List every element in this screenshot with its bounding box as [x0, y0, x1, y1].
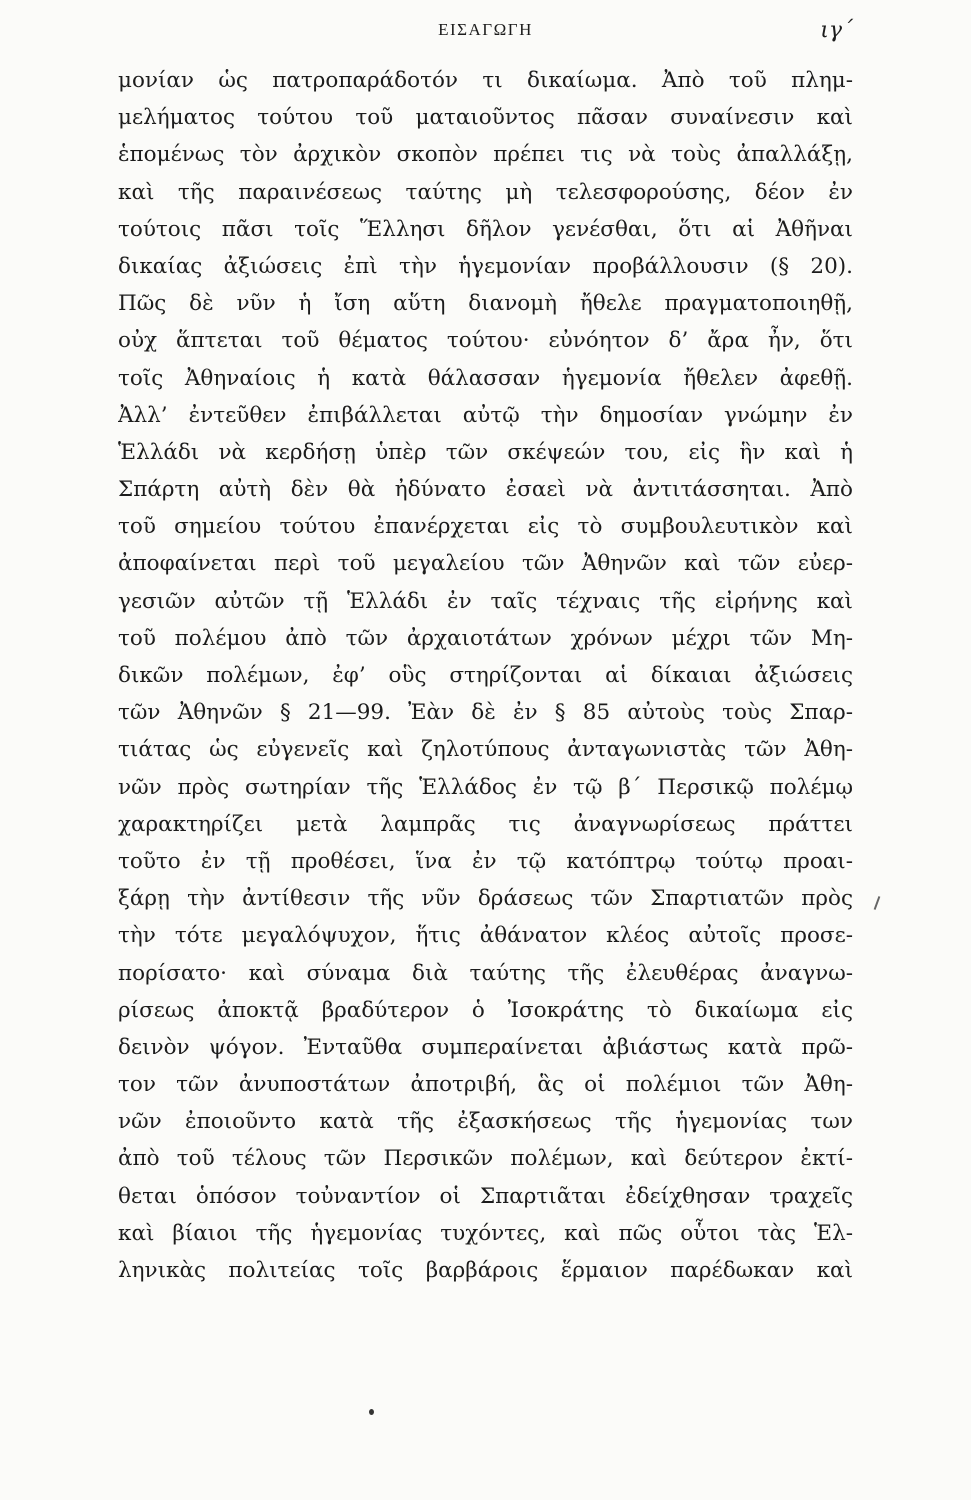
text-line: ρίσεως ἀποκτᾷ βραδύτερον ὁ Ἰσοκράτης τὸ δικαίωμα εἰς: [118, 997, 853, 1023]
text-line: Ἀλλ’ ἐντεῦθεν ἐπιβάλλεται αὐτῷ τὴν δημοσίαν γνώμην ἐν: [118, 402, 853, 428]
text-line: δικαίας ἀξιώσεις ἐπὶ τὴν ἡγεμονίαν προβάλλουσιν (§ 20).: [118, 253, 853, 279]
text-line: θεται ὁπόσον τοὐναντίον οἱ Σπαρτιᾶται ἐδείχθησαν τραχεῖς: [118, 1183, 853, 1209]
text-line: γεσιῶν αὐτῶν τῇ Ἑλλάδι ἐν ταῖς τέχναις τῆς εἰρήνης καὶ: [118, 588, 853, 614]
text-line: ἑπομένως τὸν ἀρχικὸν σκοπὸν πρέπει τις νὰ τοὺς ἀπαλλάξῃ,: [118, 142, 853, 168]
text-line: τοῖς Ἀθηναίοις ἡ κατὰ θάλασσαν ἡγεμονία ἤθελεν ἀφεθῇ.: [118, 365, 853, 391]
text-line: δικῶν πολέμων, ἐφ’ οὓς στηρίζονται αἱ δίκαιαι ἀξιώσεις: [118, 663, 853, 688]
text-line: τιάτας ὡς εὐγενεῖς καὶ ζηλοτύπους ἀνταγωνιστὰς τῶν Ἀθη-: [118, 737, 853, 763]
text-line: δεινὸν ψόγον. Ἐνταῦθα συμπεραίνεται ἀβιάστως κατὰ πρῶ-: [118, 1034, 853, 1060]
text-line: μονίαν ὡς πατροπαράδοτόν τι δικαίωμα. Ἀπὸ τοῦ πλημ-: [118, 68, 853, 93]
text-line: τὴν τότε μεγαλόψυχον, ἥτις ἀθάνατον κλέος αὐτοῖς προσε-: [118, 923, 853, 949]
text-line: τοῦτο ἐν τῇ προθέσει, ἵνα ἐν τῷ κατόπτρῳ τούτῳ προαι-: [118, 848, 853, 874]
text-line: ἀπὸ τοῦ τέλους τῶν Περσικῶν πολέμων, καὶ δεύτερον ἐκτί-: [118, 1146, 853, 1172]
text-line: χαρακτηρίζει μετὰ λαμπρᾶς τις ἀναγνωρίσεως πράττει: [118, 811, 853, 837]
text-line: μελήματος τούτου τοῦ ματαιοῦντος πᾶσαν συναίνεσιν καὶ: [118, 105, 853, 131]
running-head: [118, 16, 853, 46]
text-line: νῶν πρὸς σωτηρίαν τῆς Ἑλλάδος ἐν τῷ β΄ Περσικῷ πολέμῳ: [118, 774, 853, 800]
text-line: τοῦ πολέμου ἀπὸ τῶν ἀρχαιοτάτων χρόνων μέχρι τῶν Μη-: [118, 625, 853, 651]
text-line: νῶν ἐποιοῦντο κατὰ τῆς ἐξασκήσεως τῆς ἡγεμονίας των: [118, 1109, 853, 1135]
ink-mark: [874, 896, 881, 910]
text-line: καὶ τῆς παραινέσεως ταύτης μὴ τελεσφορούσης, δέον ἐν: [118, 179, 853, 205]
text-line: ἀποφαίνεται περὶ τοῦ μεγαλείου τῶν Ἀθηνῶν καὶ τῶν εὐερ-: [118, 551, 853, 577]
text-line: τοῦ σημείου τούτου ἐπανέρχεται εἰς τὸ συμβουλευτικὸν καὶ: [118, 514, 853, 540]
text-line: πορίσατο· καὶ σύναμα διὰ ταύτης τῆς ἐλευθέρας ἀναγνω-: [118, 960, 853, 986]
text-line: τον τῶν ἀνυποστάτων ἀποτριβή, ἃς οἱ πολέμιοι τῶν Ἀθη-: [118, 1072, 853, 1098]
text-line: τούτοις πᾶσι τοῖς Ἕλλησι δῆλον γενέσθαι, ὅτι αἱ Ἀθῆναι: [118, 216, 853, 242]
text-line: καὶ βίαιοι τῆς ἡγεμονίας τυχόντες, καὶ πῶς οὗτοι τὰς Ἑλ-: [118, 1220, 853, 1246]
ink-speck: [369, 1409, 374, 1415]
text-line: Πῶς δὲ νῦν ἡ ἴση αὕτη διανομὴ ἤθελε πραγματοποιηθῇ,: [118, 291, 853, 317]
text-line: Σπάρτη αὐτὴ δὲν θὰ ἠδύνατο ἐσαεὶ νὰ ἀντιτάσσηται. Ἀπὸ: [118, 477, 853, 503]
text-line: τῶν Ἀθηνῶν § 21—99. Ἐὰν δὲ ἐν § 85 αὐτοὺς τοὺς Σπαρ-: [118, 700, 853, 726]
text-line: ληνικὰς πολιτείας τοῖς βαρβάροις ἕρμαιον παρέδωκαν καὶ: [118, 1258, 853, 1283]
body-text: [118, 62, 853, 1289]
text-line: Ἑλλάδι νὰ κερδήσῃ ὑπὲρ τῶν σκέψεών του, εἰς ἣν καὶ ἡ: [118, 439, 853, 465]
page-number: ιγ΄: [820, 18, 853, 43]
running-title: ΕΙΣΑΓΩΓΗ: [438, 20, 533, 39]
text-line: οὐχ ἅπτεται τοῦ θέματος τούτου· εὐνόητον δ’ ἄρα ἦν, ὅτι: [118, 328, 853, 354]
text-line: ξάρῃ τὴν ἀντίθεσιν τῆς νῦν δράσεως τῶν Σπαρτιατῶν πρὸς: [118, 886, 853, 912]
